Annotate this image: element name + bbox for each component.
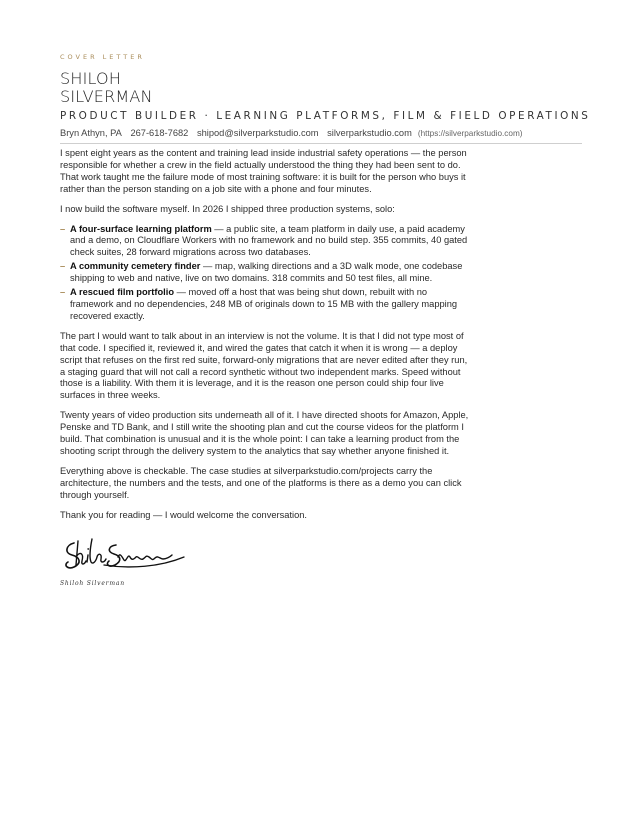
contact-email[interactable]: shipod@silverparkstudio.com: [196, 128, 319, 138]
contact-phone[interactable]: 267-618-7682: [130, 128, 189, 138]
contact-website[interactable]: silverparkstudio.com: [327, 128, 412, 138]
list-item: [60, 224, 470, 260]
project-title: A four-surface learning platform: [70, 223, 212, 234]
letter-body: [60, 148, 470, 521]
list-item: [60, 261, 470, 285]
contact-website-full: (https://silverparkstudio.com): [417, 129, 523, 138]
cover-letter: [60, 0, 591, 588]
dash-bullet-icon: –: [60, 287, 66, 298]
dash-bullet-icon: –: [60, 223, 66, 234]
paragraph-shipped: I now build the software myself. In 2026 I shipped three production systems, solo:: [60, 203, 395, 214]
list-item: [60, 287, 470, 323]
dash-bullet-icon: –: [60, 261, 66, 272]
paragraph-checkable: Everything above is checkable. The case studies at silverparkstudio.com/projects carry the architecture, the numbers and the tests, and one of the platforms is there as a demo you can click through yourself.: [60, 465, 462, 500]
contact-line: [60, 128, 582, 144]
project-list: [60, 224, 470, 323]
role-title: PRODUCT BUILDER · LEARNING PLATFORMS, FILM & FIELD OPERATIONS: [60, 110, 591, 122]
contact-location: Bryn Athyn, PA: [60, 128, 122, 138]
paragraph-video: Twenty years of video production sits underneath all of it. I have directed shoots for Amazon, Apple, Penske and TD Bank, and I still write the shooting plan and cut the course videos for the platform I build. That combination is unusual and it is the whole point: I can take a learning product from the shooting script through the delivery system to the analytics that say whether anyone finished it.: [60, 410, 469, 456]
project-description: — a public site, a team platform in daily use, a paid academy and a demo, on Cloudflare Workers with no framework and no build step. 355 commits, 40 gated check suites, 28 forward migrations across two databases.: [70, 223, 468, 258]
project-title: A community cemetery finder: [70, 261, 201, 272]
applicant-name: [60, 70, 582, 106]
name-line-first: SHILOH: [60, 69, 122, 88]
paragraph-intro: I spent eight years as the content and training lead inside industrial safety operations — the person responsible for whether a crew in the field actually understood the thing they had been sent to do. That work taught me the failure mode of most training software: it is built for the person who buys it rather than the person standing on a job site with a phone and four minutes.: [60, 148, 467, 194]
paragraph-leverage: The part I would want to talk about in an interview is not the volume. It is that I did not type most of that code. I specified it, reviewed it, and wired the gates that catch it when it is wrong — a deploy script that refuses on the first red suite, forward-only migrations that are never edited after they run, a staging guard that will not call a record synthetic without two independent marks. Speed without those is a liability. With them it is leverage, and it is the reason one person could ship four live surfaces in three weeks.: [60, 330, 468, 401]
paragraph-closing: Thank you for reading — I would welcome the conversation.: [60, 509, 308, 520]
project-description: — moved off a host that was being shut down, rebuilt with no framework and no dependencies, 248 MB of originals down to 15 MB with the gallery mapping recovered exactly.: [70, 287, 458, 321]
signature-caption: Shiloh Silverman: [60, 580, 125, 588]
project-title: A rescued film portfolio: [70, 287, 174, 298]
document-kicker: COVER LETTER: [60, 53, 145, 61]
handwritten-signature: [60, 535, 190, 575]
name-line-last: SILVERMAN: [60, 87, 153, 106]
project-description: — map, walking directions and a 3D walk mode, one codebase shipping to web and native, live on two domains. 318 commits and 50 test files, all mine.: [70, 261, 463, 284]
